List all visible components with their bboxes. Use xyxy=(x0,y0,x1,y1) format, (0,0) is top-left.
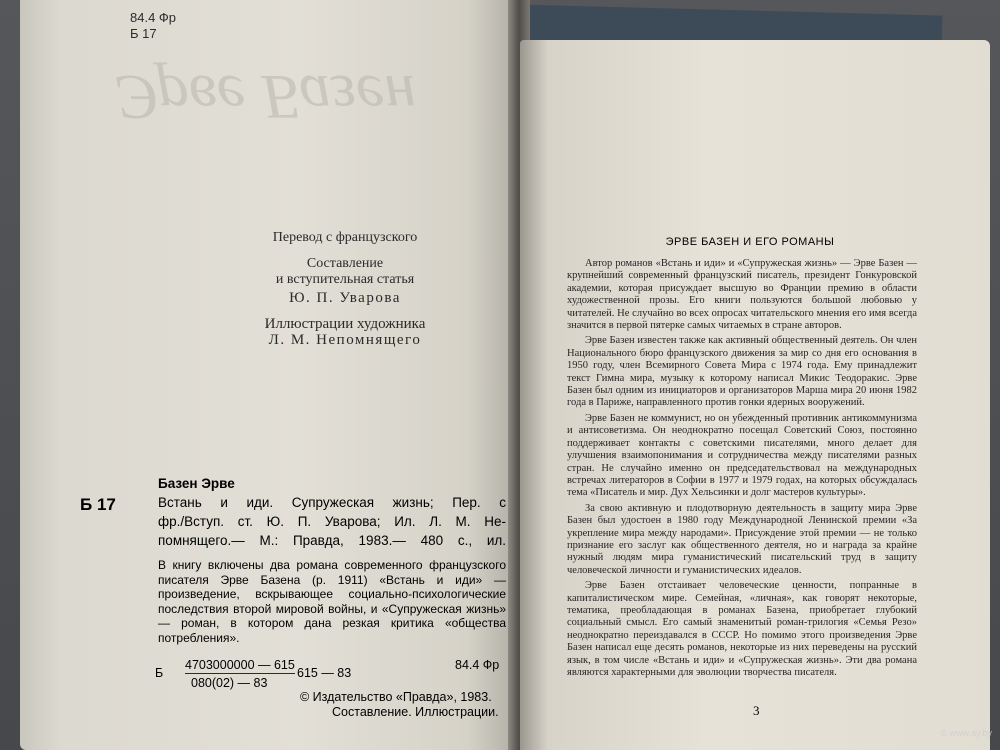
article-paragraph: За свою активную и плодотворную деятельность в защиту мира Эрве Базен был удостоен в 1980 году Международной Ленинской премии «За укрепление мира между народами». Присуждение этой премии — не только признание его заслуг как общественного деятеля, но и награда за крайне нужный людям мира гуманистический писательский труд в защиту человеческой личности и гуманистических идеалов. xyxy=(567,502,917,576)
formula-numerator: 4703000000 — 615 xyxy=(185,658,295,672)
article-title: ЭРВЕ БАЗЕН И ЕГО РОМАНЫ xyxy=(665,236,835,248)
illustrator-name: Л. М. Непомнящего xyxy=(268,332,422,348)
catalog-index: 84.4 Фр xyxy=(130,10,177,25)
author-name: Базен Эрве xyxy=(158,476,235,491)
bibliographic-entry xyxy=(158,474,506,550)
formula-index: 84.4 Фр xyxy=(455,658,500,672)
translation-line: Перевод с французского xyxy=(272,230,418,245)
copyright-notice xyxy=(300,690,499,720)
article-paragraph: Автор романов «Встань и иди» и «Супружеская жизнь» — Эрве Базен — крупнейший современный французский писатель, президент Гонкуровской академии, которая присуждает высшую во Франции премию в области художественной прозы. Его книги пользуются большой любовью у читателей. Не случайно во всех опросах читательского мнения его имя всегда значится в первой пятерке самых читаемых в стране авторов. xyxy=(567,258,917,332)
site-watermark: © www.ay.by xyxy=(940,728,992,738)
show-through-title: Эрве Базен xyxy=(115,62,416,133)
page-number: 3 xyxy=(753,703,760,718)
compilation-line-1: Составление xyxy=(306,256,384,271)
bib-line-1: Встань и иди. Супружеская жизнь; Пер. с xyxy=(158,495,506,510)
formula-denominator: 080(02) — 83 xyxy=(191,676,268,690)
book-annotation: В книгу включены два романа современного французского писателя Эрве Базена (р. 1911) «Встань и иди» — произведение, вскрывающее социально-психологические последствия второй мировой войны, и «Супружеская жизнь» — роман, в котором дана резкая критика «общества потребления». xyxy=(158,558,506,645)
copyright-line-1: © Издательство «Правда», 1983. xyxy=(300,690,492,704)
copyright-line-2: Составление. Иллюстрации. xyxy=(332,705,499,719)
catalog-letter: Б 17 xyxy=(130,26,157,41)
article-paragraph: Эрве Базен отстаивает человеческие ценности, попранные в капиталистическом мире. Семейная, «личная», как говорят некоторые, тематика, преобладающая в романах Базена, приобретает глубокий социальный смысл. Его самый знаменитый роман-трилогия «Семья Резо» неоднократно переиздавался в СССР. Но помимо этого произведения Эрве Базен написал еще десять романов, некоторые из них переведены на русский язык, в том числе «Встань и иди» и «Супружеская жизнь». Эти два романа являются характерными для эволюции творчества писателя. xyxy=(567,580,917,678)
bib-line-2: фр./Вступ. ст. Ю. П. Уварова; Ил. Л. М. Не- xyxy=(158,514,506,529)
formula-letter: Б xyxy=(155,666,164,680)
article-paragraph: Эрве Базен известен также как активный общественный деятель. Он член Национального бюро французского движения за мир со дня его основания в 1950 году, член Всемирного Совета Мира с 1974 года. Ему принадлежит текст Гимна мира, музыку к которому написал Микис Теодоракис. Эрве Базен был одним из инициаторов и организаторов Марша мира 20 июня 1982 года в Париже, направленного против гонки ядерных вооружений. xyxy=(567,335,917,409)
credits-block xyxy=(245,230,445,348)
article-body xyxy=(567,258,917,682)
article-paragraph: Эрве Базен не коммунист, но он убежденный противник антикоммунизма и антисоветизма. Он неоднократно посещал Советский Союз, постоянно поддерживает контакты с советскими писателями, много делает для улучшения взаимопонимания и сотрудничества между писателями разных стран. Не случайно именно он председательствовал на международных встречах литераторов в Софии в 1977 и 1979 годах, на которых обсуждалась тема «Писатель и мир. Дух Хельсинки и долг мастеров культуры». xyxy=(567,412,917,499)
illustrations-line: Иллюстрации художника xyxy=(264,316,426,332)
formula-suffix: 615 — 83 xyxy=(297,666,352,680)
bib-line-3: помнящего.— М.: Правда, 1983.— 480 с., ил. xyxy=(158,533,506,548)
compiler-name: Ю. П. Уварова xyxy=(289,290,401,306)
bibliographic-code: Б 17 xyxy=(80,495,116,514)
compilation-line-2: и вступительная статья xyxy=(275,272,415,287)
